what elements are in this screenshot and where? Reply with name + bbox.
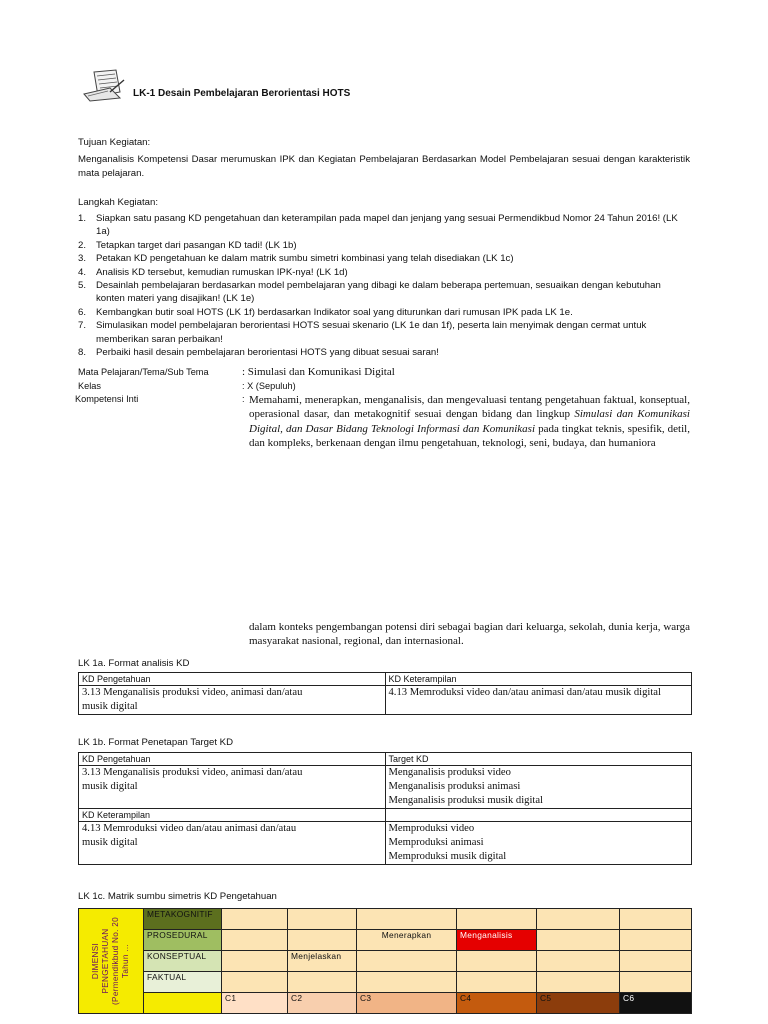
lk1a-kd-peng: 3.13 Menganalisis produksi video, animasi dan/atau musik digital	[79, 686, 386, 715]
mapel-value: : Simulasi dan Komunikasi Digital	[242, 366, 395, 378]
list-item: 3. Petakan KD pengetahuan ke dalam matrik sumbu simetri kombinasi yang telah disediakan (LK 1c)	[78, 253, 514, 265]
col-c1: C1	[222, 993, 288, 1014]
ki-label: Kompetensi Inti	[75, 394, 139, 404]
langkah-heading: Langkah Kegiatan:	[78, 197, 159, 208]
lk1b-kd-peng: 3.13 Menganalisis produksi video, animasi dan/atau musik digital	[79, 766, 386, 809]
lk1a-heading: LK 1a. Format analisis KD	[78, 658, 190, 669]
lk1b-col-peng: KD Pengetahuan	[79, 753, 386, 766]
lk1a-col-peng: KD Pengetahuan	[79, 673, 386, 686]
lk1b-table	[78, 752, 692, 865]
lk1b-targets-peng: Menganalisis produksi video Menganalisis produksi animasi Menganalisis produksi musik digital	[385, 766, 692, 809]
document-icon	[80, 68, 128, 102]
page-title: LK-1 Desain Pembelajaran Berorientasi HOTS	[133, 88, 351, 99]
dimension-label-cell	[79, 909, 144, 1014]
col-c3: C3	[357, 993, 457, 1014]
kelas-label: Kelas	[78, 381, 101, 391]
lk1b-col-ket: KD Keterampilan	[79, 809, 386, 822]
lk1c-heading: LK 1c. Matrik sumbu simetris KD Pengetahuan	[78, 891, 277, 902]
mapel-label: Mata Pelajaran/Tema/Sub Tema	[78, 367, 209, 377]
list-item: 2. Tetapkan target dari pasangan KD tadi! (LK 1b)	[78, 239, 297, 251]
ki-colon: :	[242, 394, 245, 404]
row-label-faktual: FAKTUAL	[144, 972, 222, 993]
cell-menerapkan: Menerapkan	[357, 930, 457, 951]
lk1a-col-ket: KD Keterampilan	[385, 673, 692, 686]
col-c4: C4	[457, 993, 537, 1014]
list-item: 6. Kembangkan butir soal HOTS (LK 1f) berdasarkan Indikator soal yang diturunkan dari rumusan IPK pada LK 1e.	[78, 306, 573, 318]
lk1b-col-target: Target KD	[385, 753, 692, 766]
list-item: 8. Perbaiki hasil desain pembelajaran berorientasi HOTS yang dibuat sesuai saran!	[78, 347, 439, 359]
lk1a-kd-ket: 4.13 Memroduksi video dan/atau animasi dan/atau musik digital	[385, 686, 692, 715]
row-label-metakognitif: METAKOGNITIF	[144, 909, 222, 930]
col-c6: C6	[620, 993, 692, 1014]
ki-text-continued: dalam konteks pengembangan potensi diri sebagai bagian dari keluarga, sekolah, dunia kerja, warga masyarakat nasional, regional, dan internasional.	[249, 621, 690, 648]
kelas-value: : X (Sepuluh)	[242, 381, 296, 391]
tujuan-text: Menganalisis Kompetensi Dasar merumuskan IPK dan Kegiatan Pembelajaran Berdasarkan Model Pembelajaran sesuai dengan karakteristik mata pelajaran.	[78, 154, 690, 179]
lk1c-matrix	[78, 908, 692, 1014]
dimension-label: DIMENSI PENGETAHUAN (Permendikbud No. 20 Tahun ...	[91, 917, 130, 1005]
cell-menjelaskan: Menjelaskan	[288, 951, 357, 972]
col-c5: C5	[537, 993, 620, 1014]
langkah-list	[78, 212, 692, 359]
ki-text: Memahami, menerapkan, menganalisis, dan mengevaluasi tentang pengetahuan faktual, konseptual, operasional dasar, dan metakognitif sesuai dengan bidang dan lingkup Simulasi dan Komunikasi Digital, dan Dasar Bidang Teknologi Informasi dan Komunikasi pada tingkat teknis, spesifik, detil, dan kompleks, berkenaan dengan ilmu pengetahuan, teknologi, seni, budaya, dan humaniora	[249, 394, 690, 450]
lk1b-targets-ket: Memproduksi video Memproduksi animasi Memproduksi musik digital	[385, 822, 692, 865]
lk1b-heading: LK 1b. Format Penetapan Target KD	[78, 737, 234, 748]
list-item: 5. Desainlah pembelajaran berdasarkan model pembelajaran yang dibagi ke dalam beberapa pertemuan, sesuaikan dengan kebutuhan konten materi yang disajikan! (LK 1e)	[78, 280, 661, 305]
tujuan-heading: Tujuan Kegiatan:	[78, 137, 151, 148]
row-label-prosedural: PROSEDURAL	[144, 930, 222, 951]
list-item: 4. Analisis KD tersebut, kemudian rumuskan IPK-nya! (LK 1d)	[78, 266, 348, 278]
lk1b-kd-ket: 4.13 Memroduksi video dan/atau animasi dan/atau musik digital	[79, 822, 386, 865]
col-c2: C2	[288, 993, 357, 1014]
cell-menganalisis: Menganalisis	[457, 930, 537, 951]
row-label-konseptual: KONSEPTUAL	[144, 951, 222, 972]
list-item: 1. Siapkan satu pasang KD pengetahuan dan keterampilan pada mapel dan jenjang yang sesuai Permendikbud Nomor 24 Tahun 2016! (LK 1a)	[78, 213, 678, 238]
list-item: 7. Simulasikan model pembelajaran berorientasi HOTS sesuai skenario (LK 1e dan 1f), peserta lain menyimak dengan cermat untuk memberikan saran perbaikan!	[78, 320, 647, 345]
lk1a-table	[78, 672, 692, 715]
